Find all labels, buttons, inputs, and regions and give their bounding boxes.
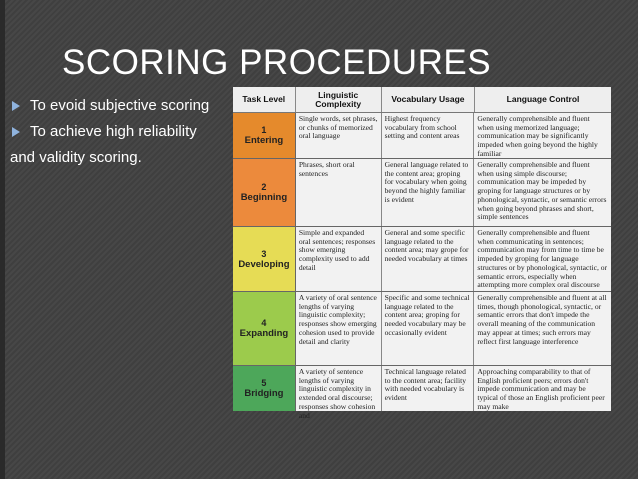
control-cell: Generally comprehensible and fluent at all times, though phonological, syntactic, or semantic errors that don't impede the overall meaning of the communication may appear at times; such errors may reflect first language interference	[477, 293, 607, 346]
slide-left-edge	[0, 0, 5, 479]
header-vocabulary-usage: Vocabulary Usage	[382, 87, 475, 112]
bullet-text: To achieve high reliability	[30, 123, 197, 140]
control-cell: Generally comprehensible and fluent when using simple discourse; communication may be impeded by groping for language structures or by phonological, syntactic, or semantic errors when going beyond phrases and short, simple sentences	[477, 160, 607, 222]
rubric-header-row	[233, 87, 611, 113]
linguistic-cell: Simple and expanded oral sentences; responses show emerging complexity used to add detail	[296, 227, 382, 291]
bullet-continuation: and validity scoring.	[10, 149, 142, 166]
bullet-item	[12, 93, 236, 119]
rubric-table-image	[233, 87, 611, 420]
level-cell: 5 Bridging	[233, 366, 296, 411]
level-cell: 4 Expanding	[233, 292, 296, 365]
rubric-table	[233, 87, 611, 420]
header-language-control: Language Control	[506, 94, 580, 104]
header-linguistic-complexity: Linguistic Complexity	[296, 87, 382, 112]
vocab-cell: Specific and some technical language related to the content area; groping for needed vocabulary may be occasionally evident	[382, 292, 475, 365]
control-cell: Approaching comparability to that of English proficient peers; errors don't impede communication and may be typical of those an English proficient peer may make	[477, 367, 605, 411]
bullet-arrow-icon	[12, 101, 20, 111]
bullet-list	[12, 93, 236, 171]
level-cell: 1 Entering	[233, 113, 296, 158]
rubric-row	[233, 159, 611, 227]
rubric-row	[233, 227, 611, 292]
linguistic-cell: A variety of sentence lengths of varying linguistic complexity in extended oral discourse; responses show cohesion and	[296, 366, 382, 411]
linguistic-cell: Phrases, short oral sentences	[296, 159, 382, 226]
vocab-cell: Technical language related to the content area; facility with needed vocabulary is evident	[382, 366, 475, 411]
vocab-cell: Highest frequency vocabulary from school setting and content areas	[382, 113, 475, 158]
bullet-arrow-icon	[12, 127, 20, 137]
linguistic-cell: A variety of oral sentence lengths of varying linguistic complexity; responses show emerging cohesion used to provide detail and clarity	[296, 292, 382, 365]
vocab-cell: General and some specific language related to the content area; may grope for needed vocabulary at times	[382, 227, 475, 291]
rubric-row	[233, 292, 611, 366]
control-cell: Generally comprehensible and fluent when using memorized language; communication may be significantly impeded when going beyond the highly familiar	[477, 114, 598, 158]
control-cell: Generally comprehensible and fluent when communicating in sentences; communication may from time to time be impeded by groping for language structures or by phonological, syntactic, or semantic errors, especially when attempting more complex oral discourse	[477, 228, 608, 290]
slide-title: SCORING PROCEDURES	[62, 43, 492, 82]
level-cell: 3 Developing	[233, 227, 296, 291]
header-task-level: Task Level	[233, 87, 296, 112]
vocab-cell: General language related to the content area; groping for vocabulary when going beyond the highly familiar is evident	[382, 159, 475, 226]
bullet-item	[12, 119, 236, 145]
linguistic-cell: Single words, set phrases, or chunks of memorized oral language	[296, 113, 382, 158]
rubric-row	[233, 366, 611, 420]
rubric-row	[233, 113, 611, 159]
level-cell: 2 Beginning	[233, 159, 296, 226]
bullet-text: To evoid subjective scoring	[30, 97, 210, 114]
